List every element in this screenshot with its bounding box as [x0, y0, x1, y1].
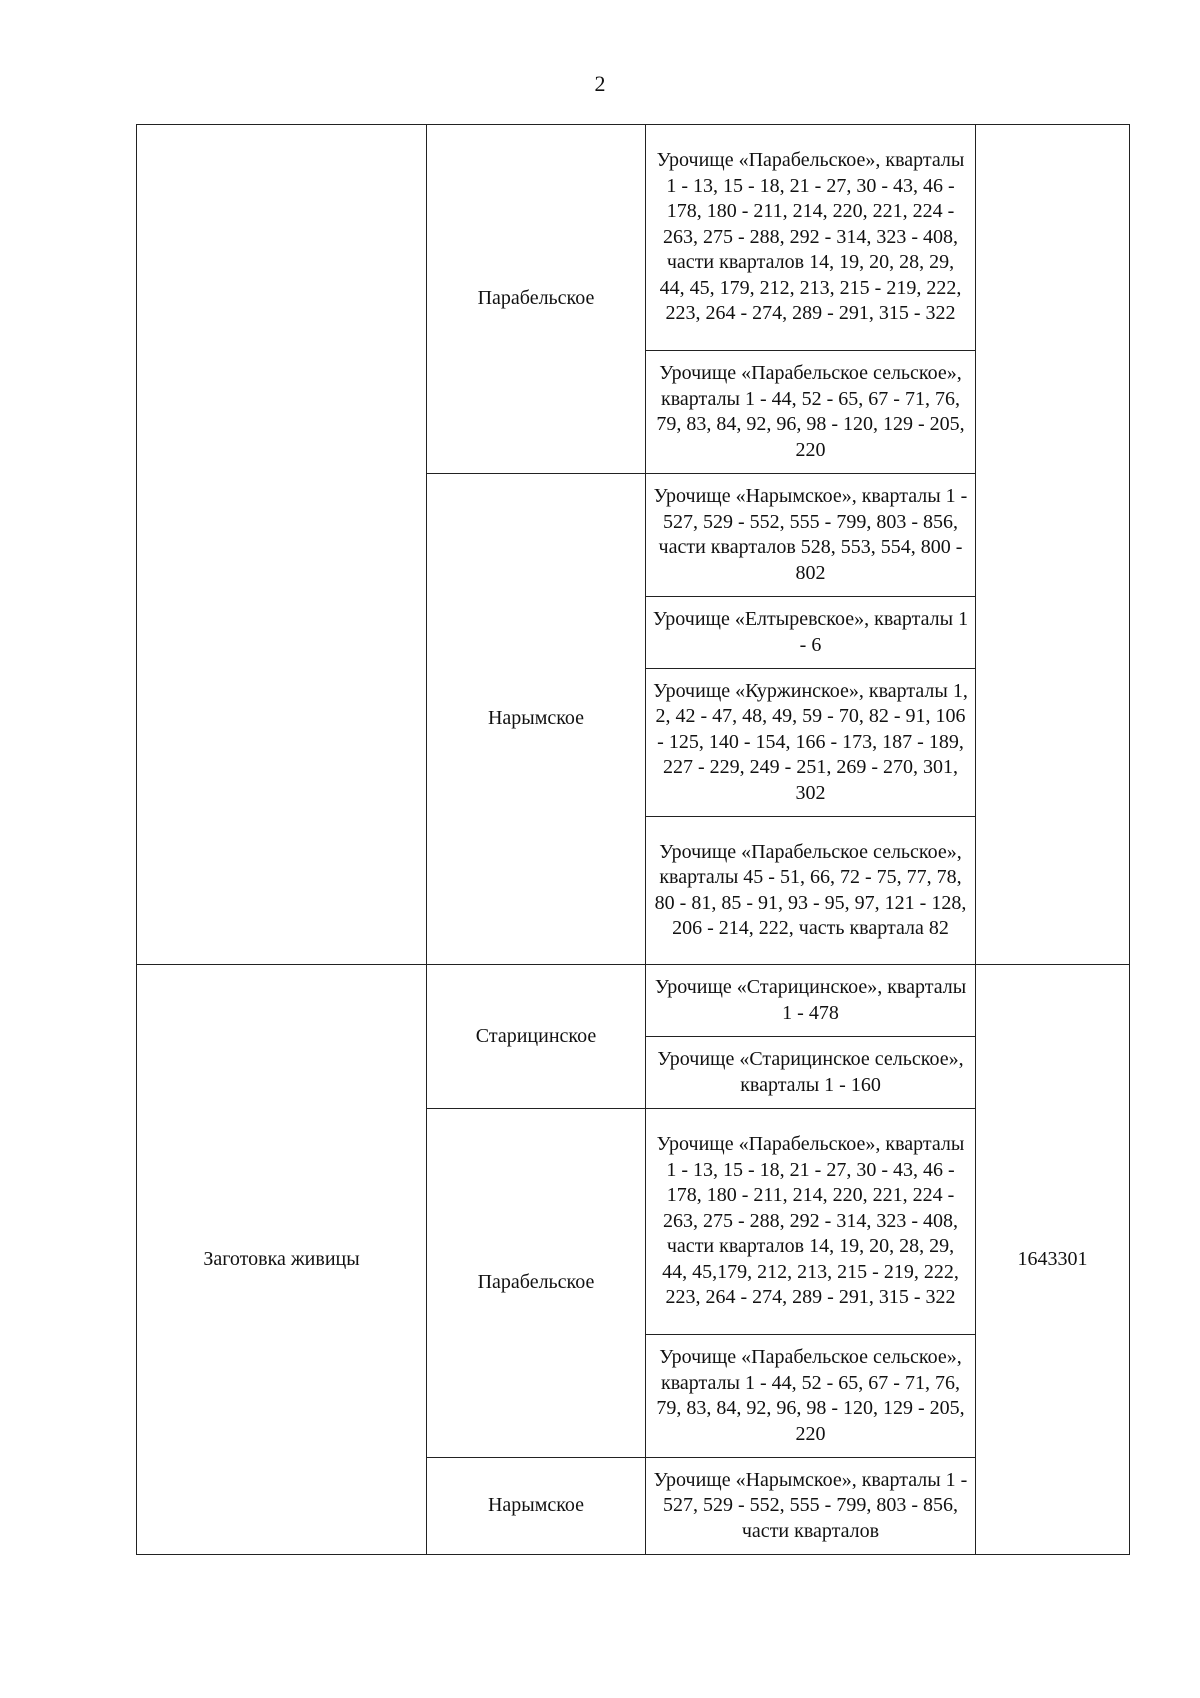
- location-cell: Урочище «Парабельское сельское», кварталы 1 - 44, 52 - 65, 67 - 71, 76, 79, 83, 84, 92, 96, 98 - 120, 129 - 205, 220: [646, 351, 976, 474]
- location-cell: Урочище «Старицинское сельское», кварталы 1 - 160: [646, 1037, 976, 1109]
- table-row: [137, 965, 1130, 1037]
- forestry-cell: Старицинское: [427, 965, 646, 1109]
- location-cell: Урочище «Елтыревское», кварталы 1 - 6: [646, 597, 976, 669]
- forestry-cell: Парабельское: [427, 125, 646, 474]
- location-cell: Урочище «Куржинское», кварталы 1, 2, 42 - 47, 48, 49, 59 - 70, 82 - 91, 106 - 125, 140 - 154, 166 - 173, 187 - 189, 227 - 229, 249 - 251, 269 - 270, 301, 302: [646, 669, 976, 817]
- location-cell: Урочище «Нарымское», кварталы 1 - 527, 529 - 552, 555 - 799, 803 - 856, части кварталов: [646, 1458, 976, 1555]
- location-cell: Урочище «Старицинское», кварталы 1 - 478: [646, 965, 976, 1037]
- code-cell: [976, 125, 1130, 965]
- forestry-cell: Парабельское: [427, 1109, 646, 1458]
- activity-cell: Заготовка живицы: [137, 965, 427, 1555]
- code-cell: 1643301: [976, 965, 1130, 1555]
- forestry-table: [136, 124, 1130, 1555]
- page-number: 2: [594, 71, 606, 96]
- location-cell: Урочище «Парабельское сельское», кварталы 1 - 44, 52 - 65, 67 - 71, 76, 79, 83, 84, 92, 96, 98 - 120, 129 - 205, 220: [646, 1335, 976, 1458]
- location-cell: Урочище «Нарымское», кварталы 1 - 527, 529 - 552, 555 - 799, 803 - 856, части кварталов 528, 553, 554, 800 - 802: [646, 474, 976, 597]
- activity-cell: [137, 125, 427, 965]
- forestry-cell: Нарымское: [427, 1458, 646, 1555]
- location-cell: Урочище «Парабельское», кварталы 1 - 13, 15 - 18, 21 - 27, 30 - 43, 46 - 178, 180 - 211, 214, 220, 221, 224 - 263, 275 - 288, 292 - 314, 323 - 408, части кварталов 14, 19, 20, 28, 29, 44, 45,179, 212, 213, 215 - 219, 222, 223, 264 - 274, 289 - 291, 315 - 322: [646, 1109, 976, 1335]
- location-cell: Урочище «Парабельское», кварталы 1 - 13, 15 - 18, 21 - 27, 30 - 43, 46 - 178, 180 - 211, 214, 220, 221, 224 - 263, 275 - 288, 292 - 314, 323 - 408, части кварталов 14, 19, 20, 28, 29, 44, 45, 179, 212, 213, 215 - 219, 222, 223, 264 - 274, 289 - 291, 315 - 322: [646, 125, 976, 351]
- location-cell: Урочище «Парабельское сельское», кварталы 45 - 51, 66, 72 - 75, 77, 78, 80 - 81, 85 - 91, 93 - 95, 97, 121 - 128, 206 - 214, 222, часть квартала 82: [646, 817, 976, 965]
- table-row: [137, 125, 1130, 351]
- forestry-cell: Нарымское: [427, 474, 646, 965]
